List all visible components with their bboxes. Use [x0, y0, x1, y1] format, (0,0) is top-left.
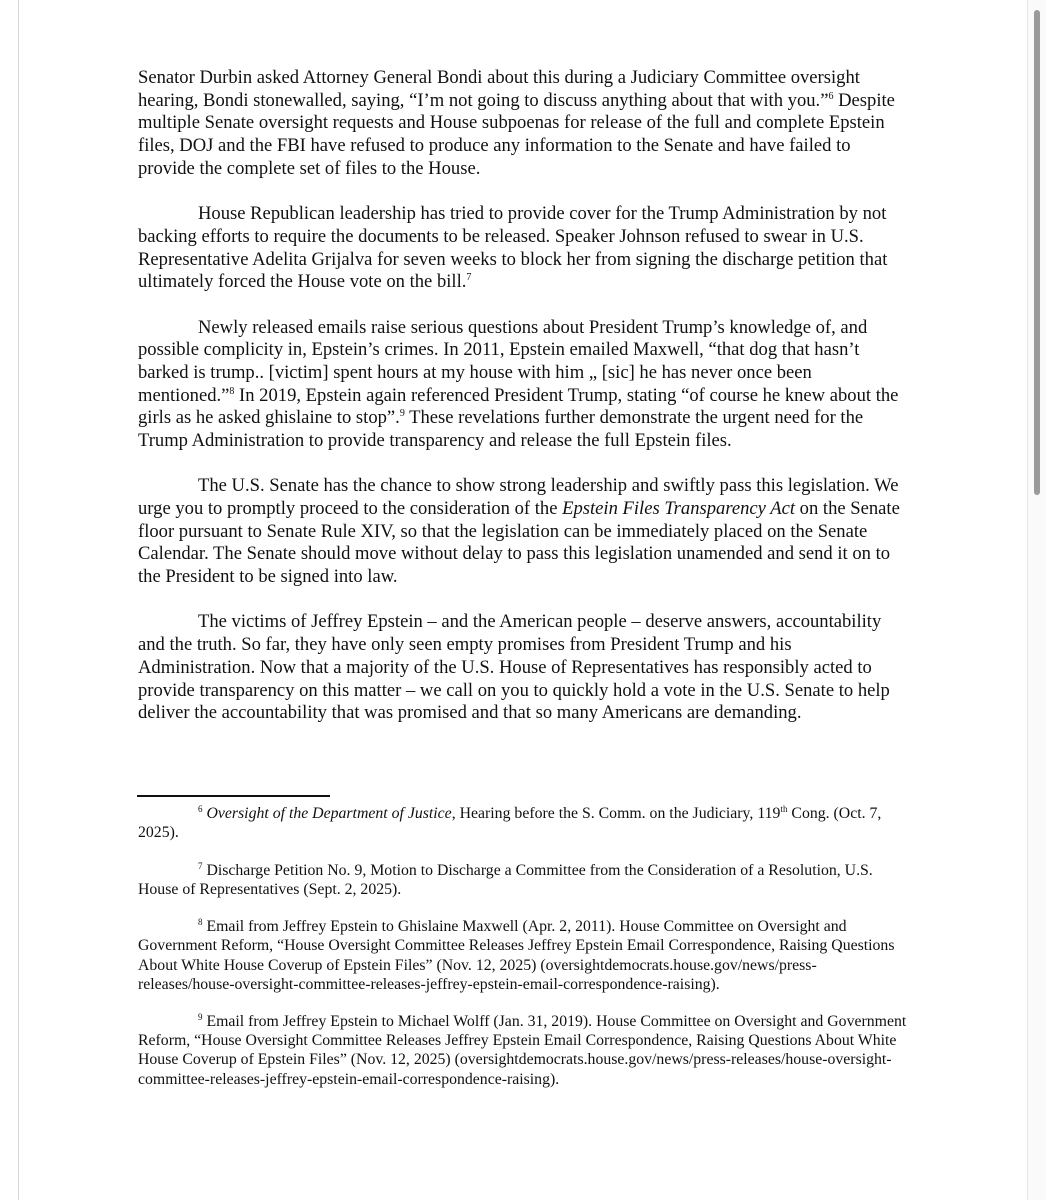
paragraph-text: on the Senate floor pursuant to Senate Rule XIV, so that the legislation can be immediately placed on the Senate Calendar. The Senate should move without delay to pass this legislation unamended and send it on to the President to be signed into law.: [138, 498, 900, 588]
footnote-reference[interactable]: 9: [399, 408, 405, 420]
paragraph-house-leadership: [138, 203, 908, 294]
paragraph-text: Senator Durbin asked Attorney General Bondi about this during a Judiciary Committee oversight hearing, Bondi stonewalled, saying, “I’m not going to discuss anything about that with you.”: [138, 67, 860, 111]
paragraph-durbin-hearing: [138, 67, 908, 181]
footnotes: [138, 804, 908, 1107]
footnote-number: 6: [198, 804, 203, 814]
scrollbar-track[interactable]: [1027, 0, 1046, 1200]
scrollbar-thumb[interactable]: [1034, 10, 1040, 495]
paragraph-text: The victims of Jeffrey Epstein – and the American people – deserve answers, accountability and the truth. So far, they have only seen empty promises from President Trump and his Administration. Now that a majority of the U.S. House of Representatives has responsibly acted to provide transparency on this matter – we call on you to quickly hold a vote in the U.S. Senate to help deliver the accountability that was promised and that so many Americans are demanding.: [138, 611, 890, 724]
paragraph-senate-leadership: [138, 475, 908, 589]
paragraph-victims: [138, 611, 908, 725]
footnote-6: [138, 804, 908, 842]
footnote-number: 7: [198, 860, 203, 871]
ordinal-suffix: th: [780, 804, 788, 814]
page-edge-divider: [18, 0, 19, 1200]
footnote-reference[interactable]: 8: [229, 385, 235, 397]
footnote-7: [138, 861, 908, 899]
footnote-text: Discharge Petition No. 9, Motion to Discharge a Committee from the Consideration of a Resolution, U.S. House of Representatives (Sept. 2, 2025).: [138, 861, 873, 898]
paragraph-text: House Republican leadership has tried to provide cover for the Trump Administration by not backing efforts to require the documents to be released. Speaker Johnson refused to swear in U.S. Representative Adelita Grijalva for seven weeks to block her from signing the discharge petition that ultimately forced the House vote on the bill.: [138, 203, 888, 293]
footnote-reference[interactable]: 7: [466, 272, 472, 284]
footnote-number: 8: [198, 917, 203, 928]
footnote-hearing-title: Oversight of the Department of Justice: [206, 805, 452, 822]
footnote-number: 9: [198, 1012, 203, 1023]
paragraph-text: The U.S. Senate has the chance to show strong leadership and swiftly pass this legislation. We urge you to promptly proceed to the consideration of the: [138, 475, 899, 520]
footnote-reference[interactable]: 6: [828, 90, 834, 102]
footnote-text: , Hearing before the S. Comm. on the Judiciary, 119: [451, 805, 781, 822]
footnote-text: Cong. (Oct. 7, 2025).: [138, 805, 882, 842]
paragraph-newly-released-emails: [138, 317, 908, 453]
footnote-8: [138, 917, 908, 993]
footnote-9: [138, 1012, 908, 1088]
footnote-text: Email from Jeffrey Epstein to Ghislaine Maxwell (Apr. 2, 2011). House Committee on Oversight and Government Reform, “House Oversight Committee Releases Jeffrey Epstein Email Correspondence, Raising Questions About White House Coverup of Epstein Files” (Nov. 12, 2025) (oversightdemocrats.house.gov/news/press-releases/house-oversight-committee-releases-jeffrey-epstein-email-correspondence-raising).: [138, 918, 895, 993]
paragraph-text: Newly released emails raise serious questions about President Trump’s knowledge of, and possible complicity in, Epstein’s crimes. In 2011, Epstein emailed Maxwell, “that dog that hasn’t barked is trump.. [victim] spent hours at my house with him „ [sic] he has never once been mentioned.”: [138, 316, 868, 406]
footnote-text: Email from Jeffrey Epstein to Michael Wolff (Jan. 31, 2019). House Committee on Oversight and Government Reform, “House Oversight Committee Releases Jeffrey Epstein Email Correspondence, Raising Questions About White House Coverup of Epstein Files” (Nov. 12, 2025) (oversightdemocrats.house.gov/news/press-releases/house-oversight-committee-releases-jeffrey-epstein-email-correspondence-raising).: [138, 1013, 907, 1088]
paragraph-text: In 2019, Epstein again referenced President Trump, stating “of course he knew about the girls as he asked ghislaine to stop”.: [138, 384, 899, 429]
paragraph-text: Despite multiple Senate oversight requests and House subpoenas for release of the full and complete Epstein files, DOJ and the FBI have refused to produce any information to the Senate and have failed to provide the complete set of files to the House.: [138, 89, 895, 179]
act-title: Epstein Files Transparency Act: [562, 498, 796, 520]
letter-body: [138, 67, 908, 748]
paragraph-text: These revelations further demonstrate the urgent need for the Trump Administration to provide transparency and release the full Epstein files.: [138, 407, 864, 452]
footnote-separator: [137, 795, 330, 797]
